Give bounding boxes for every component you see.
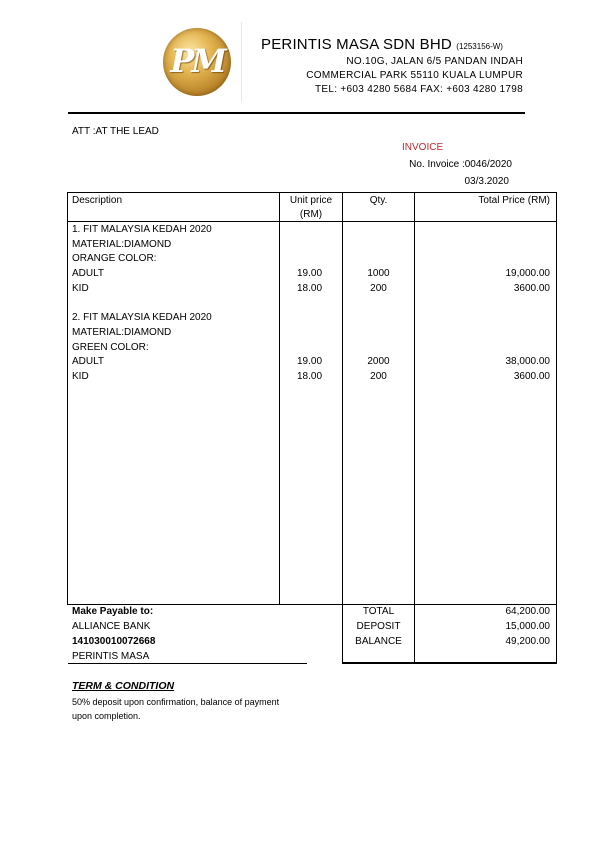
summary-total-label: TOTAL [362,606,395,617]
row-unit-price: 19.00 [297,356,323,368]
table-row [0,369,595,384]
row-description: KID [72,370,89,382]
company-logo [155,22,242,102]
table-row [0,354,595,369]
table-row [0,295,595,310]
header-description: Description [72,195,123,206]
logo-emblem [163,28,231,96]
summary-balance-value: 49,200.00 [505,636,550,647]
row-description: KID [72,282,89,294]
company-reg-no: (1253156-W) [456,42,503,51]
summary-balance-label: BALANCE [355,636,402,647]
row-qty: 200 [370,282,387,294]
row-unit-price: 19.00 [297,268,323,280]
company-name-line [261,36,503,53]
row-qty: 1000 [367,268,390,280]
contact-line: TEL: +603 4280 5684 FAX: +603 4280 1798 [315,84,523,95]
invoice-number: No. Invoice :0046/2020 [409,159,512,170]
row-description: GREEN COLOR: [72,341,149,353]
row-qty: 200 [370,370,387,382]
row-total: 3600.00 [513,370,550,382]
address-line-2: COMMERCIAL PARK 55110 KUALA LUMPUR [306,70,523,81]
table-row [0,222,595,237]
invoice-title: INVOICE [402,142,444,153]
summary-bottom-line [342,662,557,663]
terms-text: 50% deposit upon confirmation, balance of payment upon completion. [72,697,280,721]
row-total: 38,000.00 [505,356,550,368]
company-name: PERINTIS MASA SDN BHD [261,36,452,53]
table-row [0,266,595,281]
attention-line: ATT :AT THE LEAD [72,126,159,137]
logo-lettering: PM [170,42,224,80]
table-row [0,310,595,325]
row-description: MATERIAL:DIAMOND [72,238,172,250]
row-description: MATERIAL:DIAMOND [72,326,172,338]
table-body [0,222,595,384]
row-unit-price: 18.00 [297,282,323,294]
row-description: 2. FIT MALAYSIA KEDAH 2020 [72,312,212,324]
row-total: 3600.00 [513,282,550,294]
summary-deposit-label: DEPOSIT [356,621,401,632]
header-qty: Qty. [369,195,388,206]
row-description: ADULT [72,356,105,368]
payment-payee: PERINTIS MASA [72,651,150,662]
row-description: ORANGE COLOR: [72,253,157,265]
payment-title: Make Payable to: [72,606,154,617]
payment-border-mask [66,605,69,665]
row-description: ADULT [72,268,105,280]
table-row [0,325,595,340]
summary-deposit-value: 15,000.00 [505,621,550,632]
row-qty: 2000 [367,356,390,368]
payment-account: 141030010072668 [72,636,156,647]
row-description: 1. FIT MALAYSIA KEDAH 2020 [72,224,212,235]
table-row [0,237,595,252]
payment-bank: ALLIANCE BANK [72,621,151,632]
address-line-1: NO.10G, JALAN 6/5 PANDAN INDAH [346,56,523,67]
header-total-price: Total Price (RM) [478,195,550,206]
table-row [0,340,595,355]
row-total: 19,000.00 [505,268,550,280]
header-divider [68,112,525,114]
row-unit-price: 18.00 [297,370,323,382]
header-unit-price: Unit price [289,195,333,206]
invoice-date: 03/3.2020 [464,176,509,187]
header-unit-price-unit: (RM) [299,209,323,220]
table-row [0,251,595,266]
table-row [0,281,595,296]
terms-title: TERM & CONDITION [72,680,175,692]
summary-total-value: 64,200.00 [505,606,550,617]
